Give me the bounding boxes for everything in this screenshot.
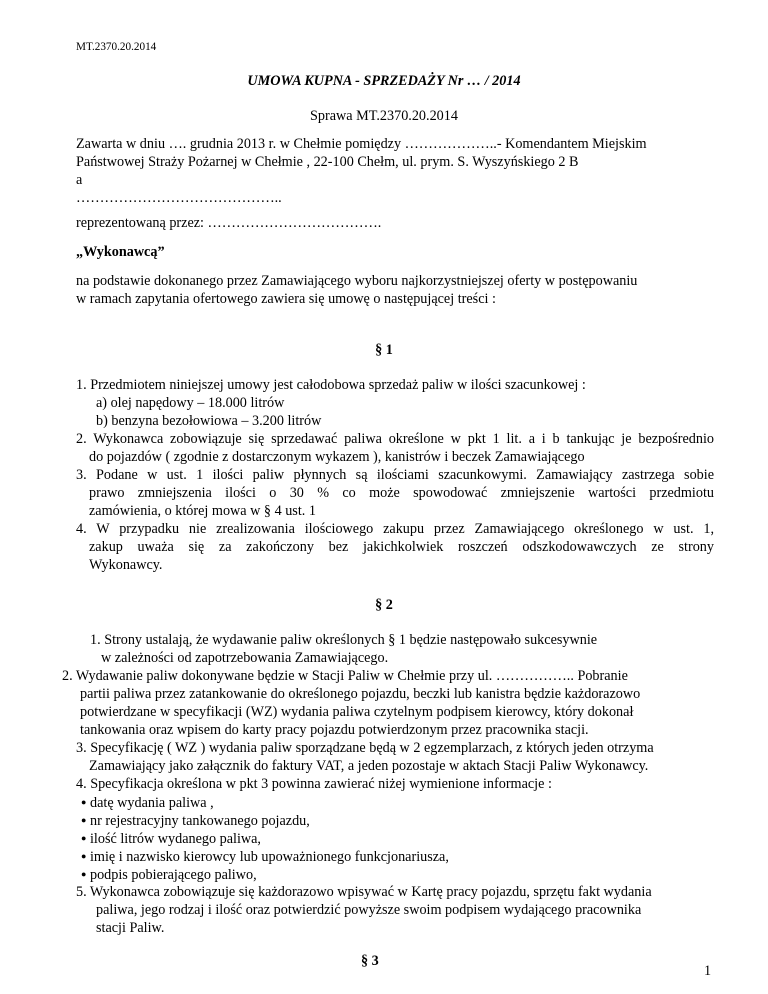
s2-line: stacji Paliw.: [96, 920, 165, 936]
basis-line-2: w ramach zapytania ofertowego zawiera się umowę o następującej treści :: [76, 291, 496, 307]
s2-line: 3. Specyfikację ( WZ ) wydania paliw sporządzane będą w 2 egzemplarzach, z których jeden otrzyma: [76, 740, 654, 756]
section-1-heading: § 1: [375, 342, 393, 358]
bullet-icon: ●: [81, 833, 87, 843]
s1-line: 4. W przypadku nie zrealizowania ilościowego zakupu przez Zamawiającego określonego w ust. 1,: [76, 521, 714, 537]
s2-line: 5. Wykonawca zobowiązuje się każdorazowo wpisywać w Kartę pracy pojazdu, sprzętu fakt wydania: [76, 884, 652, 900]
s1-line: a) olej napędowy – 18.000 litrów: [96, 395, 285, 411]
s2-bullet-item: ● datę wydania paliwa ,: [81, 795, 214, 811]
s2-line: 4. Specyfikacja określona w pkt 3 powinna zawierać niżej wymienione informacje :: [76, 776, 552, 792]
case-reference: Sprawa MT.2370.20.2014: [310, 108, 458, 124]
s2-line: paliwa, jego rodzaj i ilość oraz potwierdzić powyższe swoim podpisem wydającego pracownika: [96, 902, 642, 918]
s1-line: 2. Wykonawca zobowiązuje się sprzedawać paliwa określone w pkt 1 lit. a i b tankując je bezpośrednio: [76, 431, 714, 447]
s1-line: 1. Przedmiotem niniejszej umowy jest całodobowa sprzedaż paliw w ilości szacunkowej :: [76, 377, 586, 393]
page-number: 1: [704, 963, 712, 979]
s2-line: Zamawiający jako załącznik do faktury VAT, a jeden pozostaje w aktach Stacji Paliw Wykonawcy.: [89, 758, 649, 774]
bullet-icon: ●: [81, 797, 87, 807]
s2-line: 1. Strony ustalają, że wydawanie paliw określonych § 1 będzie następowało sukcesywnie: [90, 632, 598, 648]
section-3-heading: § 3: [361, 953, 379, 969]
contractor-label: „Wykonawcą”: [76, 244, 165, 260]
document-reference: MT.2370.20.2014: [76, 41, 157, 53]
s2-line: 2. Wydawanie paliw dokonywane będzie w Stacji Paliw w Chełmie przy ul. …………….. Pobranie: [62, 668, 628, 684]
s1-line: do pojazdów ( zgodnie z dostarczonym wykazem ), kanistrów i beczek Zamawiającego: [89, 449, 585, 465]
s2-bullet-item: ● ilość litrów wydanego paliwa,: [81, 831, 261, 847]
s2-bullet-item: ● podpis pobierającego paliwo,: [81, 867, 257, 883]
parties-block: [76, 135, 716, 207]
parties-line-3: a: [76, 172, 83, 188]
s2-bullet-item: ● nr rejestracyjny tankowanego pojazdu,: [81, 813, 310, 829]
s2-line: tankowania oraz wpisem do karty pracy pojazdu potwierdzonym przez pracownika stacji.: [80, 722, 589, 738]
section-2-heading: § 2: [375, 597, 393, 613]
bullet-icon: ●: [81, 815, 87, 825]
s1-line: Wykonawcy.: [89, 557, 163, 573]
basis-block: [76, 272, 716, 308]
s2-line: w zależności od zapotrzebowania Zamawiającego.: [101, 650, 389, 666]
contract-title: UMOWA KUPNA - SPRZEDAŻY Nr … / 2014: [247, 73, 521, 89]
bullet-icon: ●: [81, 851, 87, 861]
s2-line: potwierdzane w specyfikacji (WZ) wydania paliwa czytelnym podpisem kierowcy, który dokonał: [80, 704, 634, 720]
bullet-icon: ●: [81, 869, 87, 879]
parties-line-1: Zawarta w dniu …. grudnia 2013 r. w Chełmie pomiędzy ………………..- Komendantem Miejskim: [76, 136, 647, 152]
parties-line-4: ……………………………………..: [76, 190, 282, 206]
s1-line: 3. Podane w ust. 1 ilości paliw płynnych są ilościami szacunkowymi. Zamawiający zastrzega sobie: [76, 467, 714, 483]
s1-line: b) benzyna bezołowiowa – 3.200 litrów: [96, 413, 322, 429]
basis-line-1: na podstawie dokonanego przez Zamawiającego wyboru najkorzystniejszej oferty w postępowaniu: [76, 273, 638, 289]
s1-line: prawo zmniejszenia ilości o 30 % co może spowodować zmniejszenie wartości przedmiotu: [89, 485, 714, 501]
s2-line: partii paliwa przez zatankowanie do określonego pojazdu, beczki lub kanistra będzie każdorazowo: [80, 686, 641, 702]
s2-bullet-item: ● imię i nazwisko kierowcy lub upoważnionego funkcjonariusza,: [81, 849, 449, 865]
s1-line: zamówienia, o której mowa w § 4 ust. 1: [89, 503, 316, 519]
s1-line: zakup uważa się za zakończony bez jakichkolwiek roszczeń odszkodowawczych ze strony: [89, 539, 714, 555]
parties-line-2: Państwowej Straży Pożarnej w Chełmie , 22-100 Chełm, ul. prym. S. Wyszyńskiego 2 B: [76, 154, 579, 170]
represented-by: reprezentowaną przez: ……………………………….: [76, 215, 382, 231]
